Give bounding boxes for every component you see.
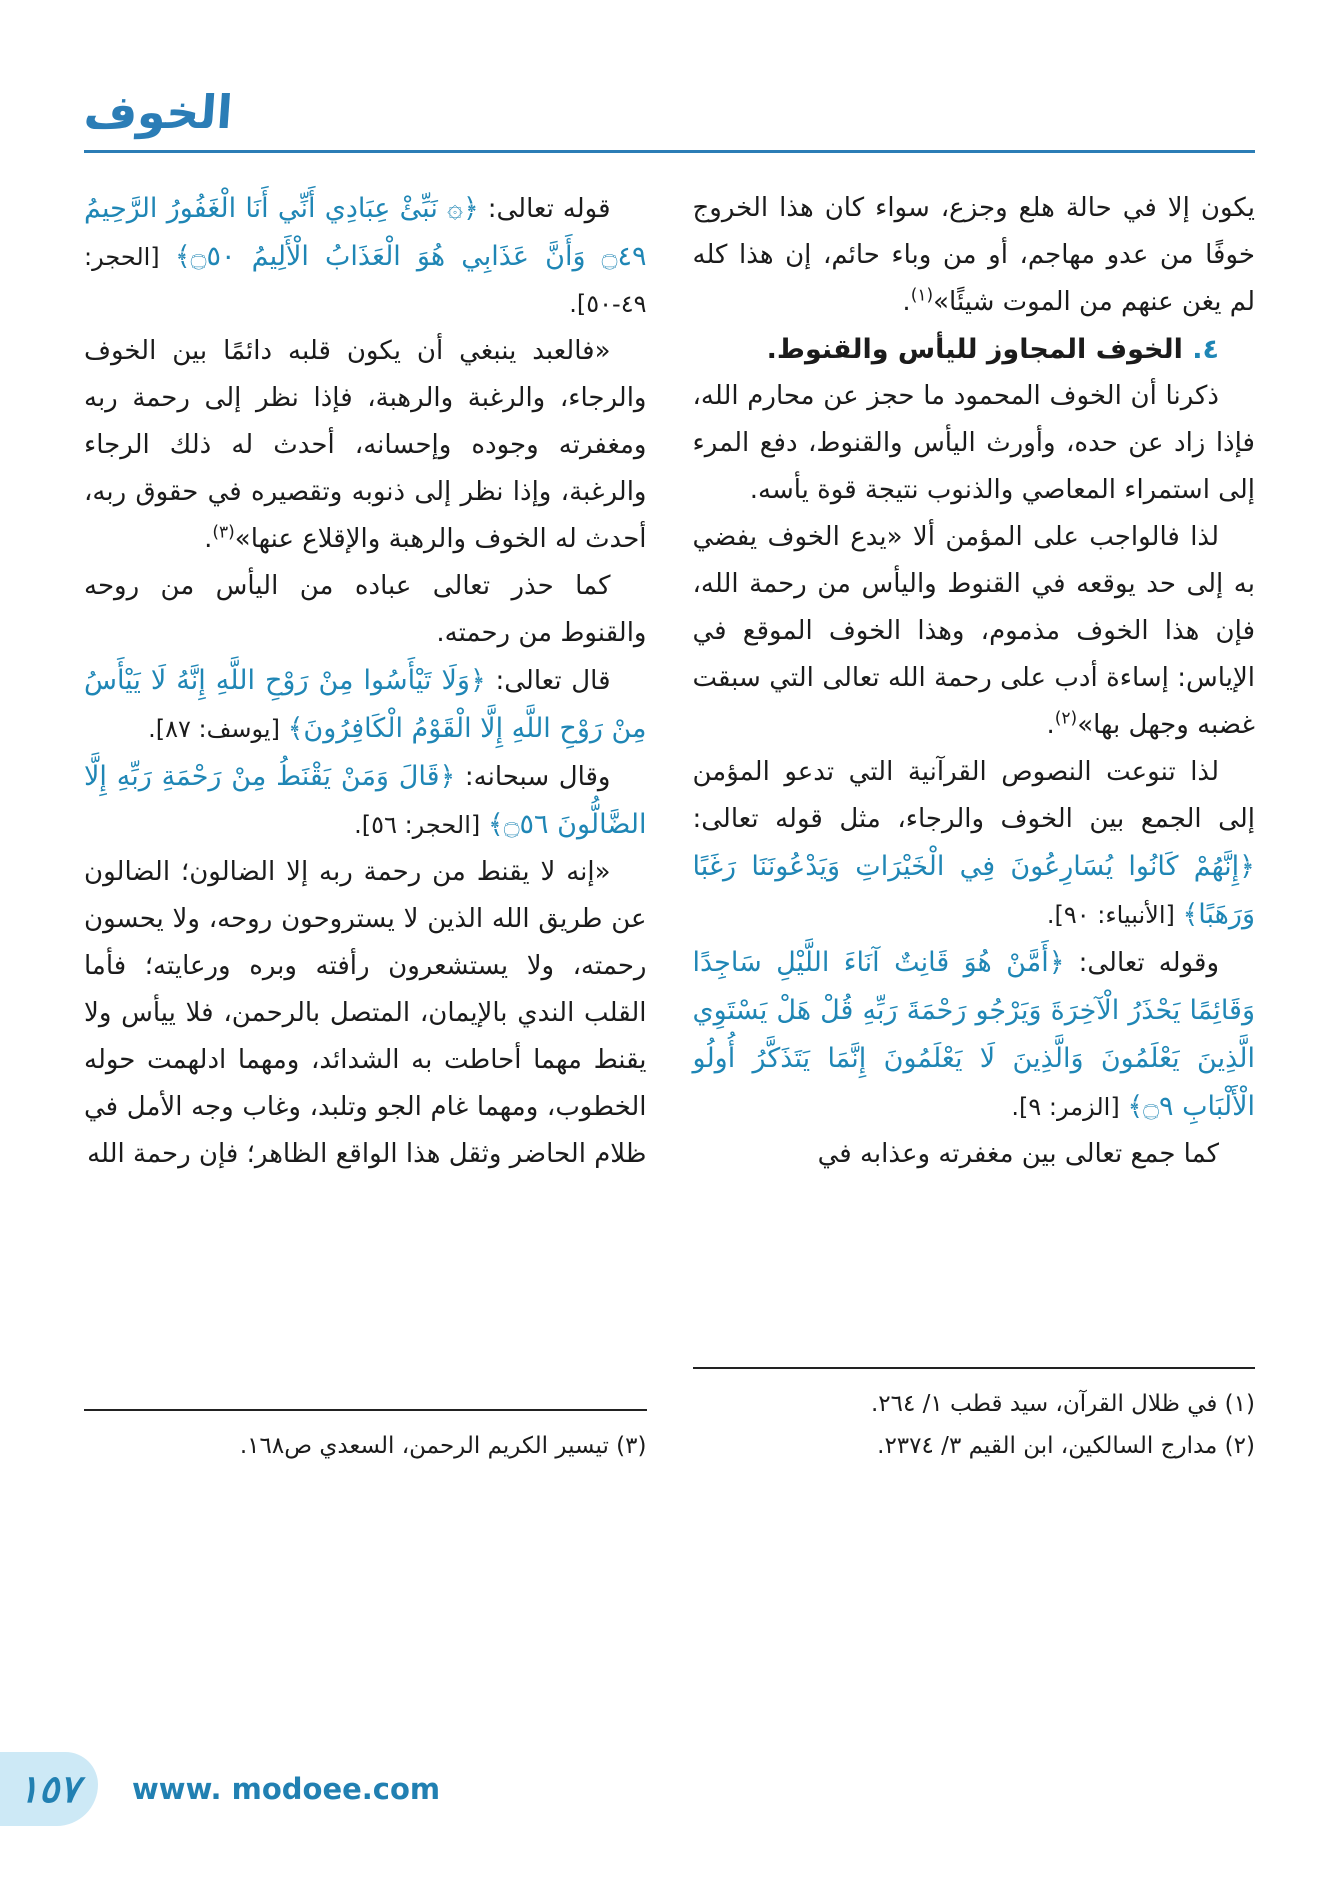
paragraph-with-verse bbox=[84, 753, 647, 849]
body-text: يكون إلا في حالة هلع وجزع، سواء كان هذا الخروج خوفًا من عدو مهاجم، أو من وباء حائم، إن هذا كله لم يغن عنهم من الموت شيئًا» bbox=[692, 193, 1255, 317]
chapter-logo: الخوف bbox=[82, 85, 235, 139]
paragraph-with-verse bbox=[693, 749, 1256, 939]
section-heading bbox=[693, 326, 1256, 373]
page-header bbox=[84, 0, 1255, 153]
body-text: «إنه لا يقنط من رحمة ربه إلا الضالون؛ الضالون عن طريق الله الذين لا يستروحون روحه، ولا يحسون رحمته، ولا يستشعرون رأفته وبره ورعايته؛ فأما القلب الندي بالإيمان، المتصل بالرحمن، فلا ييأس ولا يقنط مهما أحاطت به الشدائد، ومهما ادلهمت حوله الخطوب، ومهما غام الجو وتلبد، وغاب وجه الأمل في ظلام الحاضر وثقل هذا الواقع الظاهر؛ فإن رحمة الله bbox=[84, 857, 647, 1169]
right-column bbox=[693, 185, 1256, 1467]
footnote-marker-3: (٣) bbox=[212, 522, 235, 543]
page-number: ١٥٧ bbox=[18, 1767, 80, 1811]
body-text: وقال سبحانه: bbox=[455, 762, 611, 792]
footnote-1: (١) في ظلال القرآن، سيد قطب ١/ ٢٦٤. bbox=[870, 1391, 1255, 1417]
quran-verse-zumar-9: ﴿أَمَّنْ هُوَ قَانِتٌ آنَاءَ اللَّيْلِ سَاجِدًا وَقَائِمًا يَحْذَرُ الْآخِرَةَ وَيَرْجُو رَحْمَةَ رَبِّهِ قُلْ هَلْ يَسْتَوِي الَّذِينَ يَعْلَمُونَ وَالَّذِينَ لَا يَعْلَمُونَ إِنَّمَا يَتَذَكَّرُ أُولُو الْأَلْبَابِ ۝٩﴾ bbox=[692, 947, 1255, 1122]
section-title: الخوف المجاوز لليأس والقنوط. bbox=[766, 334, 1193, 365]
quran-verse-anbiya-90: ﴿إِنَّهُمْ كَانُوا يُسَارِعُونَ فِي الْخَيْرَاتِ وَيَدْعُونَنَا رَغَبًا وَرَهَبًا﴾ bbox=[692, 851, 1255, 930]
quran-verse-hijr-49-50: ﴿۞ نَبِّئْ عِبَادِي أَنِّي أَنَا الْغَفُورُ الرَّحِيمُ ۝٤٩ وَأَنَّ عَذَابِي هُوَ الْعَذَابُ الْأَلِيمُ ۝٥٠﴾ bbox=[84, 193, 647, 272]
body-text: كما حذر تعالى عباده من اليأس من روحه والقنوط من رحمته. bbox=[84, 571, 647, 648]
paragraph-with-verse bbox=[693, 939, 1256, 1131]
website-url: www. modoee.com bbox=[132, 1772, 441, 1806]
paragraph-with-verse bbox=[84, 185, 647, 328]
verse-reference: [الحجر: ٥٦]. bbox=[354, 811, 488, 839]
paragraph-continuation bbox=[693, 185, 1256, 326]
footnotes-right bbox=[693, 1367, 1256, 1467]
verse-reference: [الأنبياء: ٩٠]. bbox=[1046, 901, 1183, 929]
body-text: لذا تنوعت النصوص القرآنية التي تدعو المؤمن إلى الجمع بين الخوف والرجاء، مثل قوله تعالى: bbox=[692, 757, 1255, 834]
paragraph-with-verse bbox=[84, 657, 647, 753]
paragraph bbox=[693, 514, 1256, 749]
body-text: . bbox=[902, 287, 911, 317]
quran-verse-hijr-56: ﴿قَالَ وَمَنْ يَقْنَطُ مِنْ رَحْمَةِ رَبِّهِ إِلَّا الضَّالُّونَ ۝٥٦﴾ bbox=[84, 761, 647, 840]
verse-reference: [يوسف: ٨٧]. bbox=[148, 715, 288, 743]
body-text: قال تعالى: bbox=[485, 666, 611, 696]
paragraph bbox=[84, 849, 647, 1178]
body-text: قوله تعالى: bbox=[478, 194, 611, 224]
paragraph bbox=[84, 563, 647, 657]
page-content bbox=[84, 185, 1255, 1467]
body-text: لذا فالواجب على المؤمن ألا «يدع الخوف يفضي به إلى حد يوقعه في القنوط واليأس من رحمة الله، فإن هذا الخوف مذموم، وهذا الخوف الموقع في الإياس: إساءة أدب على رحمة الله تعالى التي سبقت غضبه وجهل بها» bbox=[692, 522, 1255, 740]
paragraph bbox=[693, 373, 1256, 514]
footnote-marker-1: (١) bbox=[910, 285, 934, 306]
paragraph bbox=[693, 1131, 1256, 1178]
paragraph bbox=[84, 328, 647, 563]
section-number: ٤. bbox=[1192, 334, 1219, 365]
footnote-marker-2: (٢) bbox=[1054, 708, 1078, 729]
footnote-2: (٢) مدارج السالكين، ابن القيم ٣/ ٢٣٧٤. bbox=[877, 1433, 1255, 1459]
header-rule bbox=[84, 150, 1255, 153]
quran-verse-yusuf-87: ﴿وَلَا تَيْأَسُوا مِنْ رَوْحِ اللَّهِ إِنَّهُ لَا يَيْأَسُ مِنْ رَوْحِ اللَّهِ إِلَّا الْقَوْمُ الْكَافِرُونَ﴾ bbox=[84, 665, 647, 744]
body-text: . bbox=[204, 524, 213, 554]
verse-reference: [الزمر: ٩]. bbox=[1011, 1093, 1128, 1121]
body-text: كما جمع تعالى بين مغفرته وعذابه في bbox=[817, 1139, 1219, 1169]
body-text: . bbox=[1046, 710, 1055, 740]
body-text: ذكرنا أن الخوف المحمود ما حجز عن محارم الله، فإذا زاد عن حده، وأورث اليأس والقنوط، دفع المرء إلى استمراء المعاصي والذنوب نتيجة قوة يأسه. bbox=[692, 381, 1255, 505]
verse-reference: [الحجر: ٤٩-٥٠]. bbox=[84, 243, 647, 318]
left-column bbox=[84, 185, 647, 1467]
page-number-tab bbox=[0, 1752, 98, 1826]
footnote-3: (٣) تيسير الكريم الرحمن، السعدي ص١٦٨. bbox=[239, 1433, 647, 1459]
footnotes-left bbox=[84, 1409, 647, 1467]
body-text: وقوله تعالى: bbox=[1064, 948, 1219, 978]
body-text: «فالعبد ينبغي أن يكون قلبه دائمًا بين الخوف والرجاء، والرغبة والرهبة، فإذا نظر إلى رحمة ربه ومغفرته وجوده وإحسانه، أحدث له ذلك الرجاء والرغبة، وإذا نظر إلى ذنوبه وتقصيره في حقوق ربه، أحدث له الخوف والرهبة والإقلاع عنها» bbox=[84, 336, 647, 554]
